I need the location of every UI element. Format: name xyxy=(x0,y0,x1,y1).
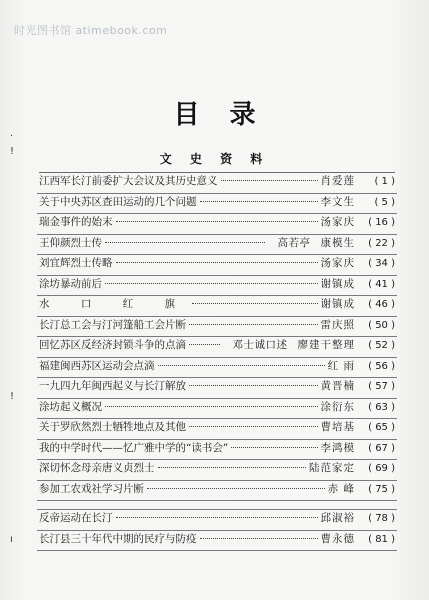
toc-entry-page: ( 50 ) xyxy=(368,319,395,331)
dot-leader xyxy=(221,180,318,181)
toc-entry[interactable] xyxy=(37,235,397,256)
toc-entry-author: 曹培基 xyxy=(320,421,355,433)
toc-entry-author: 黄晋楠 xyxy=(320,380,355,392)
dot-leader xyxy=(158,467,307,468)
toc-entry-author: 李文生 xyxy=(320,195,355,208)
toc-entry-title: 江西军长汀前委扩大会议及其历史意义 xyxy=(39,175,218,187)
toc-entry-page: ( 52 ) xyxy=(368,340,395,351)
toc-entry-page: ( 65 ) xyxy=(368,422,395,433)
toc-entry-title: 参加工农戏社学习片断 xyxy=(39,482,144,495)
dot-leader xyxy=(105,242,265,243)
toc-entry-page: ( 34 ) xyxy=(368,258,395,269)
dot-leader xyxy=(116,262,318,263)
toc-entry-title: 关于中央苏区查田运动的几个问题 xyxy=(39,195,197,208)
dot-leader xyxy=(147,488,325,489)
toc-entry-page: ( 67 ) xyxy=(368,442,395,454)
toc-entry[interactable] xyxy=(37,194,397,215)
toc-entry-author: 汤家庆 xyxy=(320,257,355,269)
dot-leader xyxy=(231,447,317,448)
toc-entry-title: 福建闽西苏区运动会点滴 xyxy=(39,359,155,372)
toc-entry-contributor: 高若亭 xyxy=(277,236,311,249)
dot-leader xyxy=(105,406,318,407)
margin-mark: ! xyxy=(10,146,15,157)
margin-mark: ! xyxy=(10,391,15,402)
toc-entry[interactable] xyxy=(37,510,397,531)
toc-entry[interactable] xyxy=(37,317,397,338)
toc-entry-title: 深切怀念母亲唐义贞烈士 xyxy=(39,462,155,474)
toc-entry-author: 雷庆照 xyxy=(320,318,355,331)
toc-entry[interactable] xyxy=(37,419,397,440)
dot-leader xyxy=(189,385,318,386)
toc-entry[interactable] xyxy=(37,276,397,297)
toc-entry-author: 曹永德 xyxy=(320,532,355,545)
margin-mark: ı xyxy=(10,534,13,545)
toc-entry-author: 涂衍东 xyxy=(320,400,355,413)
toc-entry[interactable] xyxy=(37,440,397,461)
table-of-contents xyxy=(37,172,397,551)
toc-entry-page: ( 56 ) xyxy=(368,360,395,372)
toc-entry-page: ( 41 ) xyxy=(368,278,395,290)
dot-leader xyxy=(200,538,318,539)
toc-entry-title: 反帝运动在长汀 xyxy=(39,512,113,524)
toc-entry-title: 回忆苏区反经济封锁斗争的点滴 xyxy=(39,339,186,351)
toc-entry-title: 王仰颜烈士传 xyxy=(39,236,102,249)
toc-entry-title: 水 口 红 旗 xyxy=(39,298,190,310)
dot-leader xyxy=(116,517,318,518)
toc-entry-page: ( 22 ) xyxy=(368,237,395,249)
toc-entry-title: 瑞金事件的始末 xyxy=(39,216,113,228)
toc-entry[interactable] xyxy=(37,358,397,379)
toc-entry[interactable] xyxy=(37,173,397,194)
toc-entry-page: ( 63 ) xyxy=(368,401,395,413)
toc-entry-page: ( 1 ) xyxy=(374,176,395,187)
toc-entry-page: ( 75 ) xyxy=(368,483,395,495)
dot-leader xyxy=(200,201,318,202)
toc-entry[interactable] xyxy=(37,531,397,552)
toc-entry-page: ( 57 ) xyxy=(368,381,395,392)
toc-entry[interactable] xyxy=(37,399,397,420)
toc-entry[interactable] xyxy=(37,255,397,276)
toc-entry-title: 我的中学时代——忆广雅中学的“读书会” xyxy=(39,441,229,454)
toc-entry-author: 李鸿模 xyxy=(320,441,355,454)
toc-entry-page: ( 81 ) xyxy=(368,533,395,545)
dot-leader xyxy=(105,283,318,284)
toc-entry-title: 刘宜辉烈士传略 xyxy=(39,257,113,269)
toc-entry-page: ( 69 ) xyxy=(368,463,395,474)
toc-entry-page: ( 46 ) xyxy=(368,299,395,310)
dot-leader xyxy=(192,303,317,304)
toc-entry-author: 谢镇成 xyxy=(320,277,355,290)
dot-leader xyxy=(189,426,318,427)
margin-mark: · xyxy=(10,131,14,142)
toc-entry-author: 陆范家定 xyxy=(309,462,355,474)
toc-entry-author: 红 雨 xyxy=(327,359,355,372)
toc-entry-title: 涂坊暴动前后 xyxy=(39,277,102,290)
toc-entry-author: 廖建干整理 xyxy=(297,339,355,351)
toc-entry-author: 康模生 xyxy=(320,236,355,249)
section-heading: 文 史 资 料 xyxy=(159,152,270,166)
toc-entry-author: 赤 峰 xyxy=(327,482,355,495)
toc-entry-page: ( 16 ) xyxy=(368,217,395,228)
dot-leader xyxy=(116,221,318,222)
dot-leader xyxy=(189,324,318,325)
dot-leader xyxy=(189,344,220,345)
toc-group-gap xyxy=(37,501,397,510)
toc-entry[interactable] xyxy=(37,460,397,481)
toc-entry-title: 长汀总工会与汀河篷船工会片断 xyxy=(39,318,186,331)
toc-entry[interactable] xyxy=(37,337,397,358)
toc-entry[interactable] xyxy=(37,378,397,399)
toc-entry-title: 长汀县三十年代中期的民疗与防疫 xyxy=(39,532,197,545)
toc-group-1 xyxy=(37,173,397,501)
toc-entry-author: 汤家庆 xyxy=(320,216,355,228)
page-title: 目录 xyxy=(173,100,286,130)
toc-entry-title: 涂坊起义概况 xyxy=(39,400,102,413)
toc-entry-title: 关于罗欣然烈士牺牲地点及其他 xyxy=(39,421,186,433)
dot-leader xyxy=(158,365,325,366)
toc-entry-title: 一九四九年闽西起义与长汀解放 xyxy=(39,380,186,392)
toc-entry-contributor: 邓士诚口述 xyxy=(232,339,288,351)
toc-entry[interactable] xyxy=(37,296,397,317)
toc-group-2 xyxy=(37,510,397,551)
toc-entry[interactable] xyxy=(37,214,397,235)
toc-entry-page: ( 5 ) xyxy=(374,196,395,208)
watermark: 时光图书馆 atimebook.com xyxy=(14,24,168,37)
toc-entry-author: 邱淑裕 xyxy=(320,512,355,524)
toc-entry-author: 肖爱莲 xyxy=(320,175,355,187)
toc-entry-page: ( 78 ) xyxy=(368,513,395,524)
toc-entry[interactable] xyxy=(37,481,397,502)
toc-entry-author: 谢镇成 xyxy=(320,298,355,310)
